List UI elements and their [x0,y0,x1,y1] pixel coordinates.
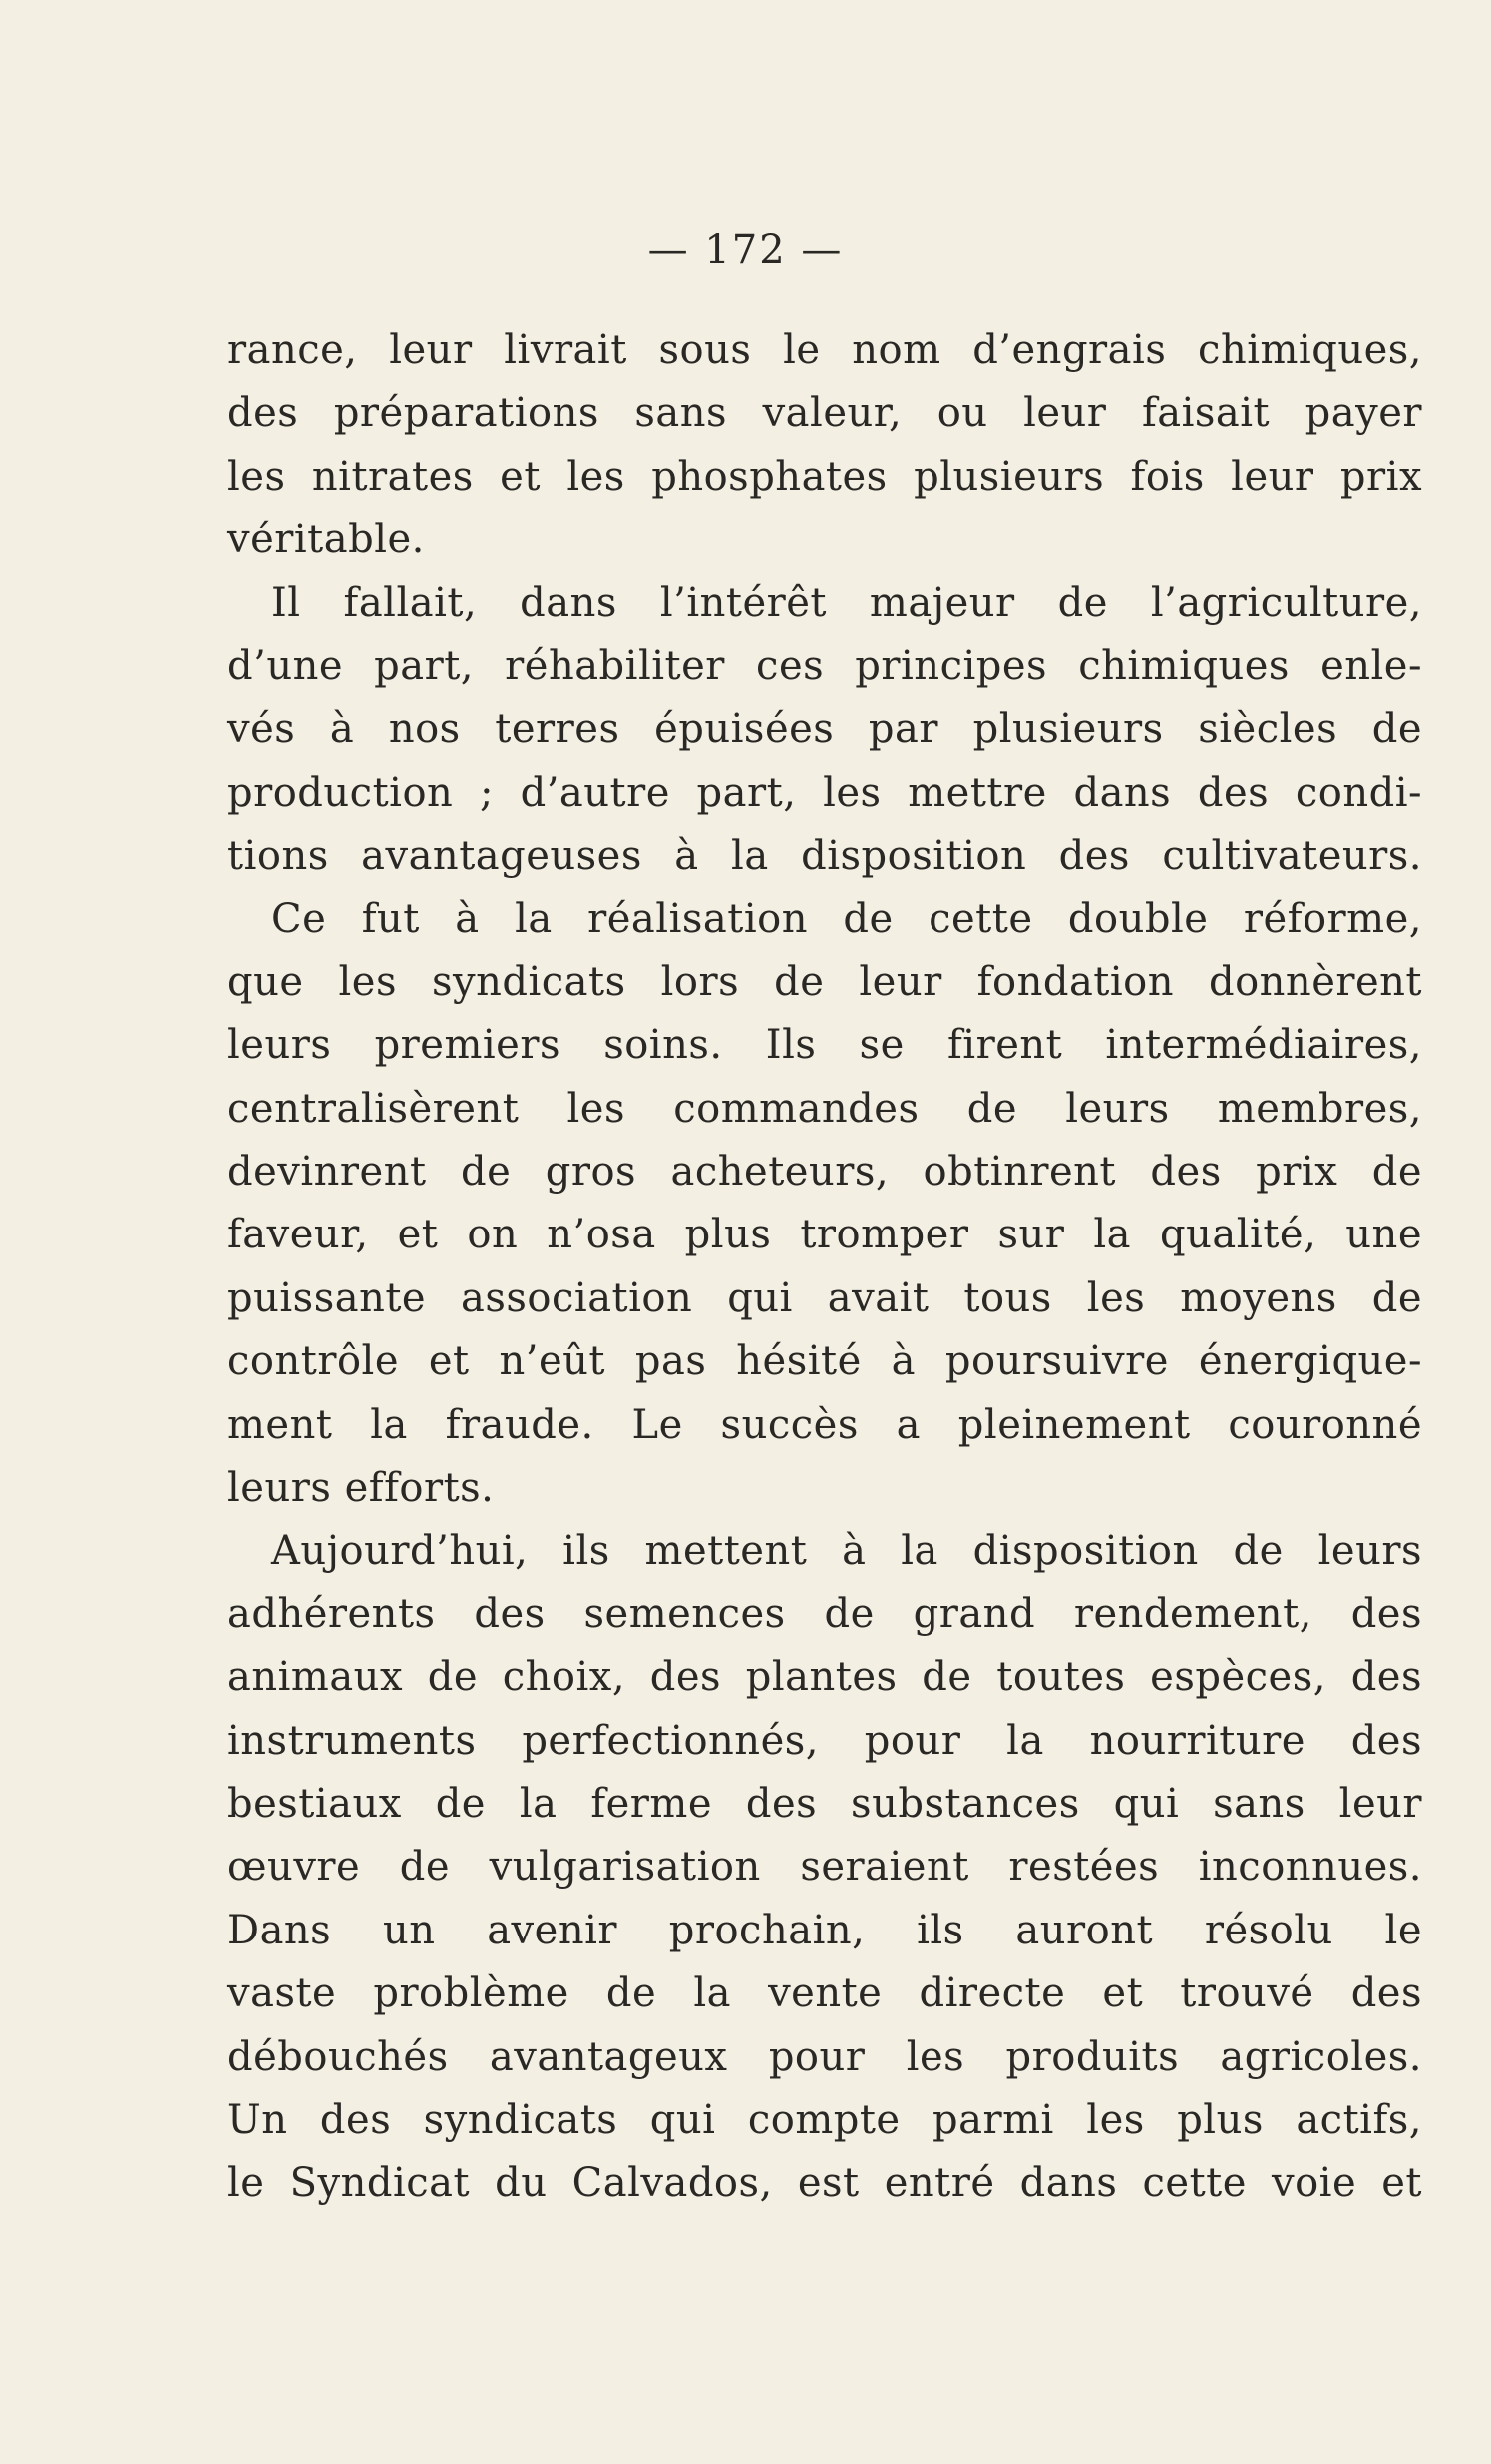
text-line: rance, leur livrait sous le nom d’engrais chimiques, [227,327,1422,373]
text-line: œuvre de vulgarisation seraient restées inconnues. [227,1844,1422,1891]
text-line: leurs efforts. [227,1465,495,1512]
text-line: animaux de choix, des plantes de toutes espèces, des [227,1654,1422,1701]
text-line: tions avantageuses à la disposition des cultivateurs. [227,833,1422,880]
paragraph [227,319,1422,572]
text-line: instruments perfectionnés, pour la nourriture des [227,1717,1422,1764]
paragraph [227,1520,1422,2215]
text-line: les nitrates et les phosphates plusieurs fois leur prix [227,453,1422,500]
text-line: des préparations sans valeur, ou leur faisait payer [227,390,1422,437]
text-line: Il fallait, dans l’intérêt majeur de l’agriculture, [271,579,1422,626]
text-line: débouchés avantageux pour les produits agricoles. [227,2033,1422,2080]
page-number: — 172 — [647,227,844,273]
text-line: puissante association qui avait tous les moyens de [227,1274,1422,1321]
text-line: vaste problème de la vente directe et trouvé des [227,1970,1422,2017]
text-line: le Syndicat du Calvados, est entré dans cette voie et [227,2160,1422,2207]
text-line: Un des syndicats qui compte parmi les plus actifs, [227,2096,1422,2143]
text-line: d’une part, réhabiliter ces principes chimiques enle- [227,642,1422,689]
text-line: adhérents des semences de grand rendement, des [227,1590,1422,1637]
text-line: centralisèrent les commandes de leurs membres, [227,1085,1422,1132]
text-line: vés à nos terres épuisées par plusieurs siècles de [227,706,1422,753]
paragraph [227,572,1422,888]
text-line: leurs premiers soins. Ils se firent intermédiaires, [227,1022,1422,1069]
text-line: faveur, et on n’osa plus tromper sur la qualité, une [227,1212,1422,1258]
body-text [227,319,1422,2216]
paragraph [227,888,1422,1521]
text-line: Ce fut à la réalisation de cette double réforme, [271,895,1422,942]
text-line: Aujourd’hui, ils mettent à la disposition de leurs [271,1528,1422,1575]
text-line: Dans un avenir prochain, ils auront résolu le [227,1907,1422,1953]
text-line: ment la fraude. Le succès a pleinement couronné [227,1401,1422,1448]
text-line: que les syndicats lors de leur fondation donnèrent [227,958,1422,1005]
text-line: véritable. [227,517,425,563]
text-line: devinrent de gros acheteurs, obtinrent des prix de [227,1149,1422,1196]
text-line: contrôle et n’eût pas hésité à poursuivre énergique- [227,1338,1422,1385]
text-line: production ; d’autre part, les mettre dans des condi- [227,769,1422,816]
text-line: bestiaux de la ferme des substances qui sans leur [227,1780,1422,1827]
